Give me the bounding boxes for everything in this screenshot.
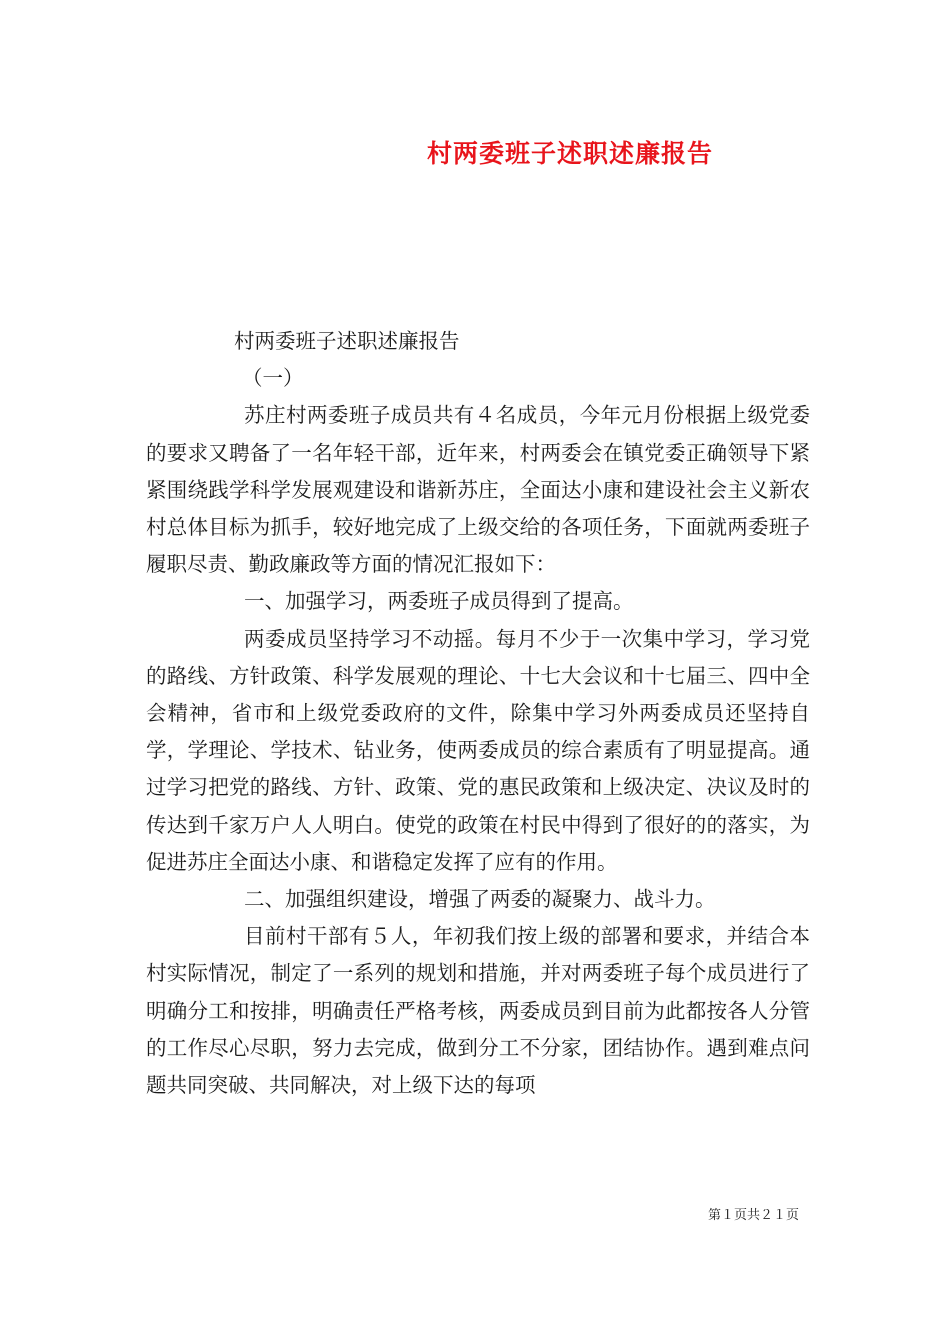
paragraph-study: 两委成员坚持学习不动摇。每月不少于一次集中学习，学习党的路线、方针政策、科学发展观的理论、十七大会议和十七届三、四中全会精神，省市和上级党委政府的文件，除集中学习外两委成员还坚持自学，学理论、学技术、钻业务，使两委成员的综合素质有了明显提高。通过学习把党的路线、方针、政策、党的惠民政策和上级决定、决议及时的传达到千家万户人人明白。使党的政策在村民中得到了很好的的落实，为促进苏庄全面达小康、和谐稳定发挥了应有的作用。: [146, 626, 810, 874]
page-number: 第１页共２１页: [708, 1208, 800, 1223]
document-body: [146, 323, 810, 1104]
heading-section-1: 一、加强学习，两委班子成员得到了提高。: [244, 589, 634, 614]
section-number: （一）: [242, 366, 304, 391]
heading-section-2: 二、加强组织建设，增强了两委的凝聚力、战斗力。: [244, 887, 716, 912]
paragraph-organization: 目前村干部有５人，年初我们按上级的部署和要求，并结合本村实际情况，制定了一系列的规划和措施，并对两委班子每个成员进行了明确分工和按排，明确责任严格考核，两委成员到目前为此都按各人分管的工作尽心尽职，努力去完成，做到分工不分家，团结协作。遇到难点问题共同突破、共同解决，对上级下达的每项: [146, 924, 810, 1098]
document-title: 村两委班子述职述廉报告: [426, 139, 713, 168]
document-subtitle: 村两委班子述职述廉报告: [234, 329, 460, 353]
paragraph-intro: 苏庄村两委班子成员共有４名成员，今年元月份根据上级党委的要求又聘备了一名年轻干部，近年来，村两委会在镇党委正确领导下紧紧围绕践学科学发展观建设和谐新苏庄，全面达小康和建设社会主义新农村总体目标为抓手，较好地完成了上级交给的各项任务，下面就两委班子履职尽责、勤政廉政等方面的情况汇报如下：: [146, 403, 810, 577]
